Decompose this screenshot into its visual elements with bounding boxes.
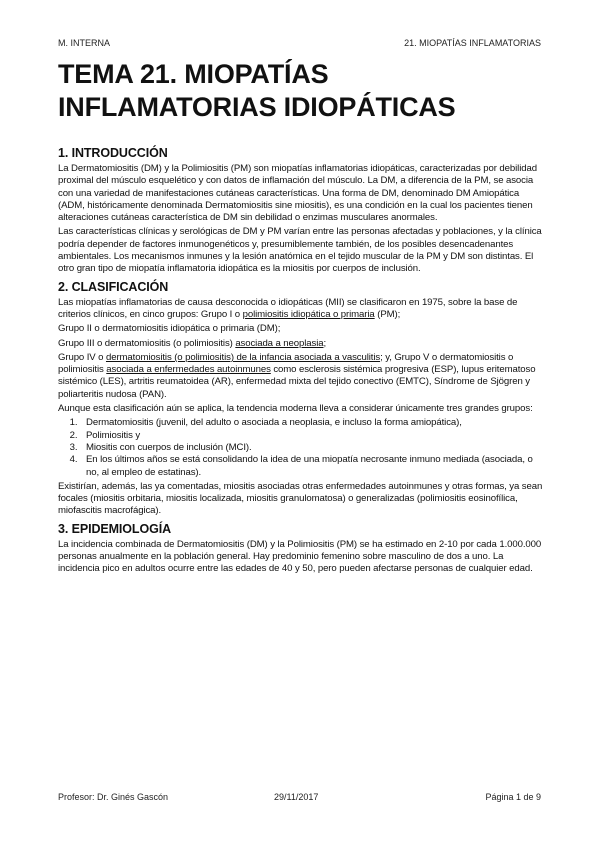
- intro-paragraph-1: La Dermatomiositis (DM) y la Polimiositis (PM) son miopatías inflamatorias idiopáticas, caracterizadas por debilidad proximal del músculo esquelético y con datos de inflamación del músculo. La DM, a diferencia de la PM, se asocia con una variedad de manifestaciones cutáneas características. Una forma de DM, denominado DM Amiopática (ADM, históricamente denominada Dermatomiositis sine miositis), es una condición en la cual los pacientes tienen alteraciones cutáneas característica de DM sin debilidad o enzimas musculares anormales.: [58, 163, 537, 224]
- classification-list: [58, 417, 544, 478]
- clasificacion-paragraph-3: [58, 338, 544, 350]
- list-item: 1. Dermatomiositis (juvenil, del adulto o asociada a neoplasia, e incluso la forma amiopática),: [80, 417, 544, 429]
- underlined-term: polimiositis idiopática o primaria: [242, 308, 375, 320]
- footer-page-number: Página 1 de 9: [485, 792, 541, 802]
- clasificacion-paragraph-4: [58, 352, 544, 401]
- text-span: ; y, Grupo V o dermatomiositis o polimiositis: [58, 351, 514, 376]
- page-title: TEMA 21. MIOPATÍAS INFLAMATORIAS IDIOPÁTICAS: [58, 59, 456, 122]
- underlined-term: asociada a enfermedades autoinmunes: [106, 364, 271, 376]
- underlined-term: dermatomiositis (o polimiositis) de la infancia asociada a vasculitis: [105, 351, 381, 363]
- text-span: Las miopatías inflamatorias de causa desconocida o idiopáticas (MII) se clasificaron en 1975, sobre la base de criterios clínicos, en cinco grupos: Grupo I o: [58, 296, 518, 320]
- document-body: [58, 142, 544, 578]
- intro-paragraph-2: Las características clínicas y serológicas de DM y PM varían entre las personas afectadas y poblaciones, y la clínica podría depender de factores inmunogenéticos y, presumiblemente también, de los posibles desencadenantes ambientales. Los mecanismos inmunes y la lesión anatómica en el tejido muscular de la PM y DM son distintas. El otro gran tipo de miopatía inflamatoria idiopática es la miositis por cuerpos de inclusión.: [58, 226, 542, 275]
- text-span: Grupo III o dermatomiositis (o polimiositis): [58, 337, 236, 349]
- clasificacion-paragraph-1: [58, 297, 544, 322]
- epidemiologia-paragraph-1: La incidencia combinada de Dermatomiositis (DM) y la Polimiositis (PM) se ha estimado en 2-10 por cada 1.000.000 personas anualmente en la población general. Hay predominio femenino sobre masculino de dos a uno. La incidencia pico en adultos ocurre entre las edades de 40 y 50, pero pueden afectarse personas de cualquier edad.: [58, 538, 542, 575]
- clasificacion-paragraph-6: Existirían, además, las ya comentadas, miositis asociadas otras enfermedades autoinmunes y otras formas, ya sean focales (miositis orbitaria, miositis localizada, miositis granulomatosa) o generalizadas (polimiositis eosinofílica, miofascitis macrofágica).: [58, 480, 543, 517]
- text-span: como esclerosis sistémica progresiva (ESP), lupus eritematoso sistémico (LES), artritis reumatoidea (AR), enfermedad mixta del tejido conectivo (EMTC), Síndrome de Sjögren y poliarteritis nudosa (PAN).: [58, 364, 536, 400]
- footer-date: 29/11/2017: [274, 792, 319, 802]
- clasificacion-paragraph-2: Grupo II o dermatomiositis idiopática o primaria (DM);: [58, 323, 281, 335]
- clasificacion-paragraph-5: Aunque esta clasificación aún se aplica, la tendencia moderna lleva a considerar únicamente tres grandes grupos:: [58, 403, 533, 415]
- underlined-term: asociada a neoplasia;: [235, 337, 327, 349]
- section-heading-epidemiologia: 3. EPIDEMIOLOGÍA: [58, 521, 171, 536]
- text-span: (PM);: [374, 308, 401, 320]
- list-item: 3. Miositis con cuerpos de inclusión (MCI).: [80, 442, 544, 454]
- footer-professor: Profesor: Dr. Ginés Gascón: [58, 792, 169, 802]
- list-item: 4. En los últimos años se está consolidando la idea de una miopatía necrosante inmuno mediada (asociada, o no, al empleo de estatinas).: [80, 454, 544, 479]
- section-heading-clasificacion: 2. CLASIFICACIÓN: [58, 279, 169, 294]
- header-subject: M. INTERNA: [58, 38, 111, 48]
- header-topic: 21. MIOPATÍAS INFLAMATORIAS: [404, 38, 541, 48]
- text-span: Grupo IV o: [58, 351, 106, 363]
- section-heading-introduccion: 1. INTRODUCCIÓN: [58, 146, 168, 160]
- list-item: 2. Polimiositis y: [80, 430, 544, 442]
- page-footer: [58, 792, 541, 804]
